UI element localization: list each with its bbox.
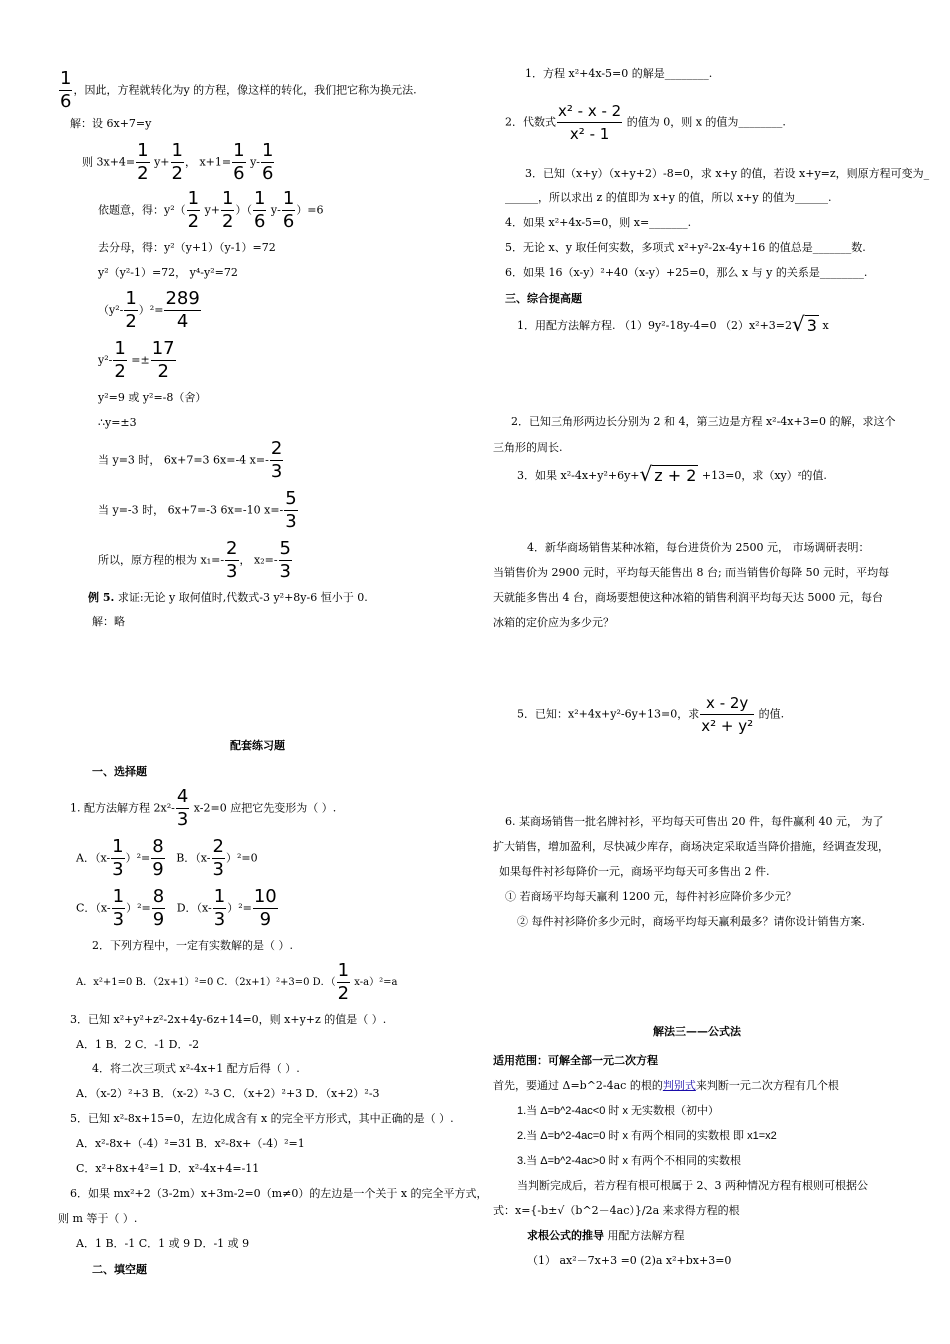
- case-2: 2.当 Δ=b^2-4ac=0 时 x 有两个相同的实数根 即 x1=x2: [517, 1130, 777, 1142]
- question-5-options-1: A．x²-8x+（-4）²=31 B．x²-8x+（-4）²=1: [76, 1137, 305, 1150]
- comp-5: 5．已知：x²+4x+y²-6y+13=0，求 $\frac{x - 2y}{\text{x² + y²}}$ 的值.: [517, 694, 785, 735]
- after-2: 式：x={-b±√（b^2－4ac）}/2a 来求得方程的根: [493, 1204, 740, 1217]
- practice-title: 配套练习题: [230, 739, 285, 752]
- question-6-options: A．1 B．-1 C．1 或 9 D．-1 或 9: [76, 1237, 250, 1250]
- question-4-options: A．（x-2）²+3 B．（x-2）²-3 C．（x+2）²+3 D．（x+2）²-3: [76, 1087, 380, 1100]
- fill-1: 1．方程 x²+4x-5=0 的解是________.: [525, 67, 713, 80]
- first-line: 首先，要通过 Δ=b^2-4ac 的根的判别式来判断一元二次方程有几个根: [493, 1079, 839, 1092]
- comp-1: 1．用配方法解方程. （1）9y²-18y-4=0 （2）x²+3=2√ 3 x: [517, 312, 829, 336]
- step-2: 依题意，得：y²（ $\frac{1}{2}$ y+ $\frac{1}{2}$ ）（ $\frac{1}{6}$ y- $\frac{1}{6}$ ）=6: [98, 188, 324, 232]
- question-3-options: A．1 B．2 C．-1 D．-2: [76, 1038, 200, 1051]
- fill-2: 2．代数式 $\frac{\text{x² - x - 2}}{\text{x² - 1}}$ 的值为 0，则 x 的值为________.: [505, 102, 786, 143]
- fill-6: 6．如果 16（x-y）²+40（x-y）+25=0，那么 x 与 y 的关系是________.: [505, 266, 868, 279]
- comp-6: 6. 某商场销售一批名牌衬衫，平均每天可售出 20 件，每件赢利 40 元， 为了: [505, 815, 884, 828]
- solution-label: 解：设 6x+7=y: [70, 117, 152, 130]
- question-1: 1. 配方法解方程 2x²- $\frac{4}{3}$ x-2=0 应把它先变形为（ ）.: [70, 786, 337, 830]
- comp-4-l2: 当销售价为 2900 元时，平均每天能售出 8 台; 而当销售价每降 50 元时，平均每: [493, 566, 890, 579]
- comp-3: 3．如果 x²-4x+y²+6y+√ z + 2 +13=0，求（xy）ᶻ的值.: [517, 462, 827, 486]
- comp-4-l4: 冰箱的定价应为多少元？: [493, 616, 614, 629]
- fill-3: 3．已知（x+y）（x+y+2）-8=0，求 x+y 的值，若设 x+y=z，则原方程可变为_: [525, 167, 930, 180]
- intro-line: $\frac{1}{6}$ ，因此，方程就转化为y 的方程，像这样的转化，我们把它称为换元法.: [60, 68, 417, 112]
- question-6: 6．如果 mx²+2（3-2m）x+3m-2=0（m≠0）的左边是一个关于 x 的完全平方式，: [70, 1187, 488, 1200]
- question-3: 3．已知 x²+y²+z²-2x+4y-6z+14=0，则 x+y+z 的值是（ ）.: [70, 1013, 387, 1026]
- derivation: 求根公式的推导 用配方法解方程: [527, 1229, 685, 1242]
- section-fill: 二、填空题: [92, 1263, 147, 1276]
- step-6: y²- $\frac{1}{2}$ =± $\frac{17}{2}$: [98, 338, 175, 382]
- step-7: y²=9 或 y²=-8（舍）: [98, 391, 207, 404]
- example-5-solution: 解：略: [92, 615, 125, 628]
- step-8: ∴y=±3: [98, 416, 137, 429]
- method-3-title: 解法三——公式法: [653, 1025, 741, 1038]
- example-5: 例 5. 求证:无论 y 取何值时,代数式-3 y²+8y-6 恒小于 0.: [88, 591, 368, 604]
- after-1: 当判断完成后，若方程有根可根属于 2、3 两种情况方程有根则可根据公: [517, 1179, 868, 1192]
- step-1: 则 3x+4= $\frac{1}{2}$ y+ $\frac{1}{2}$ ， x+1= $\frac{1}{6}$ y- $\frac{1}{6}$: [82, 140, 274, 184]
- step-11: 所以，原方程的根为 x₁=- $\frac{2}{3}$ ， x₂=- $\frac{5}{3}$: [98, 538, 291, 582]
- question-6-cont: 则 m 等于（ ）.: [58, 1212, 138, 1225]
- question-4: 4．将二次三项式 x²-4x+1 配方后得（ ）.: [92, 1062, 300, 1075]
- step-5: （y²- $\frac{1}{2}$ ）²= $\frac{289}{4}$: [98, 288, 200, 332]
- fill-4: 4．如果 x²+4x-5=0，则 x=_______.: [505, 216, 692, 229]
- fraction: $\frac{1}{6}$: [60, 68, 72, 112]
- step-3: 去分母，得：y²（y+1）（y-1）=72: [98, 241, 276, 254]
- section-choice: 一、选择题: [92, 765, 147, 778]
- section-comprehensive: 三、综合提高题: [505, 292, 582, 305]
- question-2-options: A．x²+1=0 B．（2x+1）²=0 C．（2x+1）²+3=0 D．（ $\frac{1}{2}$ x-a）²=a: [76, 960, 398, 1004]
- comp-6-q1: ① 若商场平均每天赢利 1200 元，每件衬衫应降价多少元？: [505, 890, 797, 903]
- fill-3-cont: ______，所以求出 z 的值即为 x+y 的值，所以 x+y 的值为______.: [505, 191, 832, 204]
- comp-2: 2．已知三角形两边长分别为 2 和 4，第三边是方程 x²-4x+3=0 的解，求这个: [511, 415, 896, 428]
- comp-6-l2: 扩大销售，增加盈利，尽快减少库存，商场决定采取适当降价措施，经调查发现，: [493, 840, 889, 853]
- comp-4-l3: 天就能多售出 4 台，商场要想使这种冰箱的销售利润平均每天达 5000 元，每台: [493, 591, 883, 604]
- question-5-options-2: C．x²+8x+4²=1 D．x²-4x+4=-11: [76, 1162, 260, 1175]
- comp-2-cont: 三角形的周长.: [493, 441, 563, 454]
- question-5: 5．已知 x²-8x+15=0，左边化成含有 x 的完全平方形式，其中正确的是（ ）.: [70, 1112, 454, 1125]
- step-10: 当 y=-3 时， 6x+7=-3 6x=-10 x=- $\frac{5}{3}$: [98, 488, 297, 532]
- last-line: （1） ax²－7x+3 =0 (2)a x²+bx+3=0: [527, 1254, 732, 1267]
- step-9: 当 y=3 时， 6x+7=3 6x=-4 x=- $\frac{2}{3}$: [98, 438, 283, 482]
- case-3: 3.当 Δ=b^2-4ac>0 时 x 有两个不相同的实数根: [517, 1155, 742, 1167]
- comp-4: 4．新华商场销售某种冰箱，每台进货价为 2500 元， 市场调研表明：: [527, 541, 870, 554]
- fill-5: 5．无论 x、y 取任何实数，多项式 x²+y²-2x-4y+16 的值总是_______数.: [505, 241, 866, 254]
- step-4: y²（y²-1）=72， y⁴-y²=72: [98, 266, 238, 279]
- discriminant-link[interactable]: 判别式: [662, 1079, 696, 1092]
- question-1-cd: C．（x- $\frac{1}{3}$ ）²= $\frac{8}{9}$ D．（x- $\frac{1}{3}$ ）²= $\frac{10}{9}$: [76, 886, 277, 930]
- case-1: 1.当 Δ=b^2-4ac<0 时 x 无实数根（初中）: [517, 1105, 720, 1117]
- comp-6-q2: ② 每件衬衫降价多少元时，商场平均每天赢利最多？请你设计销售方案.: [517, 915, 865, 928]
- scope: 适用范围：可解全部一元二次方程: [493, 1054, 658, 1067]
- question-1-ab: A．（x- $\frac{1}{3}$ ）²= $\frac{8}{9}$ B．（x- $\frac{2}{3}$ ）²=0: [76, 836, 258, 880]
- comp-6-l3: 如果每件衬衫每降价一元，商场平均每天可多售出 2 件.: [499, 865, 770, 878]
- question-2: 2．下列方程中，一定有实数解的是（ ）.: [92, 939, 293, 952]
